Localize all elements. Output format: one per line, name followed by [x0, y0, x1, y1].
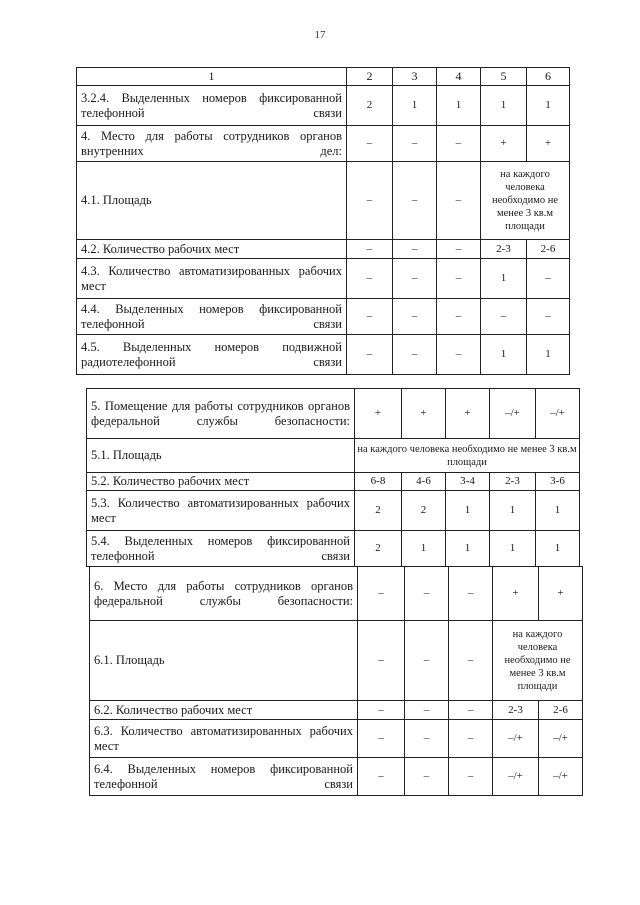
table-row: [77, 259, 570, 299]
cell: 2-6: [527, 240, 570, 259]
cell: –: [393, 162, 437, 240]
row-label: 6.3. Количество автоматизированных рабочих мест: [90, 720, 358, 758]
cell: –: [393, 240, 437, 259]
cell: –: [347, 299, 393, 335]
cell: –: [347, 259, 393, 299]
cell: –: [437, 299, 481, 335]
table-row: [90, 701, 583, 720]
cell: –/+: [490, 389, 536, 439]
cell: 2: [355, 491, 402, 531]
table-row: [77, 240, 570, 259]
header-col-6: 6: [527, 68, 570, 86]
cell: –/+: [539, 720, 583, 758]
cell: –/+: [539, 758, 583, 796]
cell: 4-6: [402, 473, 446, 491]
row-label: 5.3. Количество автоматизированных рабочих мест: [87, 491, 355, 531]
area-note: на каждого человека необходимо не менее 3 кв.м площади: [493, 621, 583, 701]
cell: –: [393, 335, 437, 375]
cell: –: [437, 240, 481, 259]
row-label: 5. Помещение для работы сотрудников органов федеральной службы безопасности:: [87, 389, 355, 439]
row-label: 4. Место для работы сотрудников органов внутренних дел:: [77, 126, 347, 162]
row-label: 6.2. Количество рабочих мест: [90, 701, 358, 720]
cell: –: [358, 720, 405, 758]
cell: 3-4: [446, 473, 490, 491]
cell: 1: [481, 335, 527, 375]
area-note: на каждого человека необходимо не менее 3 кв.м площади: [355, 439, 580, 473]
cell: 2-3: [493, 701, 539, 720]
cell: –: [405, 758, 449, 796]
cell: 2-6: [539, 701, 583, 720]
cell: –: [481, 299, 527, 335]
row-label: 6.1. Площадь: [90, 621, 358, 701]
cell: –: [358, 621, 405, 701]
cell: –: [437, 126, 481, 162]
cell: –: [347, 162, 393, 240]
cell: –: [527, 259, 570, 299]
cell: –: [393, 259, 437, 299]
cell: 1: [393, 86, 437, 126]
cell: –/+: [493, 720, 539, 758]
row-label: 5.4. Выделенных номеров фиксированной телефонной связи: [87, 531, 355, 567]
cell: 1: [536, 491, 580, 531]
area-note: на каждого человека необходимо не менее 3 кв.м площади: [481, 162, 570, 240]
cell: +: [481, 126, 527, 162]
cell: –: [347, 335, 393, 375]
cell: 6-8: [355, 473, 402, 491]
table-row: [90, 567, 583, 621]
cell: 1: [481, 86, 527, 126]
cell: 1: [437, 86, 481, 126]
table-row: [90, 720, 583, 758]
cell: –: [347, 126, 393, 162]
cell: –: [449, 720, 493, 758]
table-row: [90, 621, 583, 701]
cell: 1: [446, 531, 490, 567]
cell: 1: [490, 491, 536, 531]
table-row: [87, 473, 580, 491]
cell: 2-3: [481, 240, 527, 259]
cell: +: [446, 389, 490, 439]
cell: +: [527, 126, 570, 162]
row-label: 4.3. Количество автоматизированных рабочих мест: [77, 259, 347, 299]
row-label: 5.2. Количество рабочих мест: [87, 473, 355, 491]
requirements-table-part-2: [86, 388, 580, 567]
cell: 1: [527, 335, 570, 375]
cell: 1: [527, 86, 570, 126]
table-row: [77, 299, 570, 335]
cell: 3-6: [536, 473, 580, 491]
table-row: [77, 86, 570, 126]
cell: –/+: [493, 758, 539, 796]
cell: –: [405, 567, 449, 621]
cell: –: [358, 758, 405, 796]
cell: 1: [536, 531, 580, 567]
header-col-4: 4: [437, 68, 481, 86]
cell: –: [393, 126, 437, 162]
table-row: [87, 389, 580, 439]
header-col-5: 5: [481, 68, 527, 86]
row-label: 4.5. Выделенных номеров подвижной радиотелефонной связи: [77, 335, 347, 375]
cell: –: [405, 701, 449, 720]
cell: 1: [490, 531, 536, 567]
cell: –: [527, 299, 570, 335]
cell: –: [449, 567, 493, 621]
cell: +: [493, 567, 539, 621]
cell: 2: [402, 491, 446, 531]
cell: 2: [355, 531, 402, 567]
page-number: 17: [314, 29, 326, 41]
cell: +: [355, 389, 402, 439]
row-label: 3.2.4. Выделенных номеров фиксированной телефонной связи: [77, 86, 347, 126]
requirements-table-part-3: [89, 566, 583, 796]
table-row: [87, 531, 580, 567]
table-row: [87, 439, 580, 473]
cell: –: [405, 720, 449, 758]
cell: –: [449, 701, 493, 720]
row-label: 6.4. Выделенных номеров фиксированной телефонной связи: [90, 758, 358, 796]
cell: 2: [347, 86, 393, 126]
row-label: 4.2. Количество рабочих мест: [77, 240, 347, 259]
cell: –: [449, 621, 493, 701]
table-row: [77, 162, 570, 240]
cell: 2-3: [490, 473, 536, 491]
table-row: [90, 758, 583, 796]
cell: 1: [481, 259, 527, 299]
cell: –/+: [536, 389, 580, 439]
table-header-row: [77, 68, 570, 86]
cell: –: [405, 621, 449, 701]
cell: –: [358, 567, 405, 621]
table-row: [77, 335, 570, 375]
header-col-2: 2: [347, 68, 393, 86]
row-label: 6. Место для работы сотрудников органов федеральной службы безопасности:: [90, 567, 358, 621]
header-col-3: 3: [393, 68, 437, 86]
row-label: 4.4. Выделенных номеров фиксированной телефонной связи: [77, 299, 347, 335]
cell: –: [393, 299, 437, 335]
cell: –: [437, 335, 481, 375]
cell: 1: [446, 491, 490, 531]
cell: –: [358, 701, 405, 720]
cell: –: [347, 240, 393, 259]
cell: –: [437, 162, 481, 240]
table-row: [87, 491, 580, 531]
requirements-table-part-1: [76, 67, 570, 375]
row-label: 5.1. Площадь: [87, 439, 355, 473]
header-col-1: 1: [77, 68, 347, 86]
cell: +: [539, 567, 583, 621]
cell: –: [449, 758, 493, 796]
cell: +: [402, 389, 446, 439]
cell: –: [437, 259, 481, 299]
row-label: 4.1. Площадь: [77, 162, 347, 240]
cell: 1: [402, 531, 446, 567]
table-row: [77, 126, 570, 162]
